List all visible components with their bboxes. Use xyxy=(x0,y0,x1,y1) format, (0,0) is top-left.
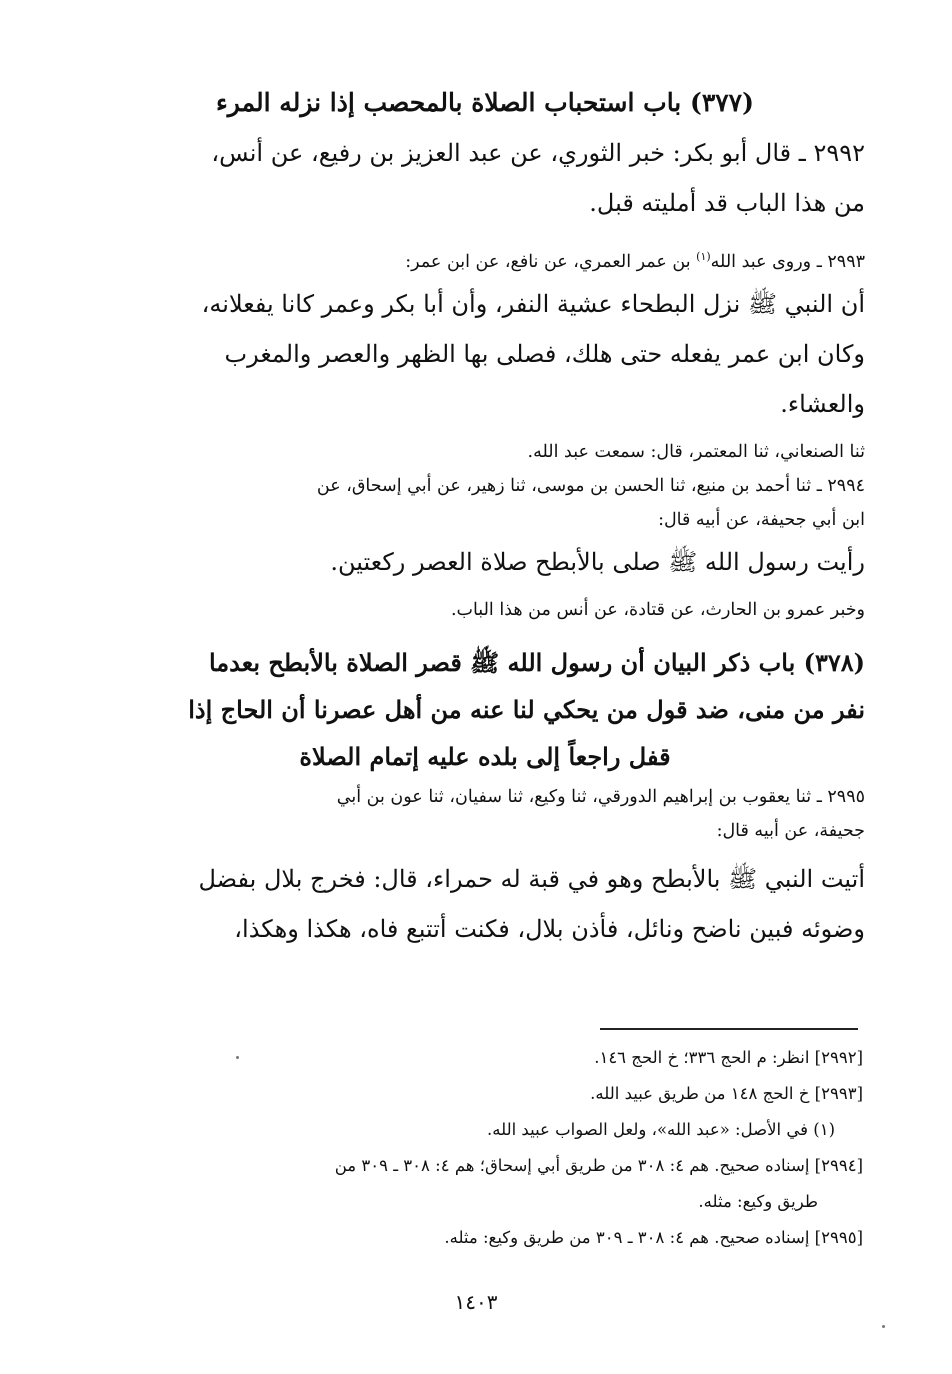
chapter-378-line1: (٣٧٨) باب ذكر البيان أن رسول الله ﷺ قصر الصلاة بالأبطح بعدما xyxy=(208,647,865,677)
chapter-378-line3: قفل راجعاً إلى بلده عليه إتمام الصلاة xyxy=(299,741,671,771)
hadith-2995-matn-line1: أتيت النبي ﷺ بالأبطح وهو في قبة له حمراء، قال: فخرج بلال بفضل xyxy=(198,864,865,893)
hadith-2993-isnad-post: بن عمر العمري، عن نافع، عن ابن عمر: xyxy=(405,251,697,272)
footnote-separator xyxy=(600,1028,858,1030)
hadith-2993-isnad xyxy=(105,240,865,279)
hadith-2993-isnad-pre: ٢٩٩٣ ـ وروى عبد الله xyxy=(710,251,865,272)
chapter-377-heading: (٣٧٧) باب استحباب الصلاة بالمحصب إذا نزله المرء xyxy=(216,88,754,117)
footnote-2994-line2: طريق وكيع: مثله. xyxy=(698,1192,818,1211)
footnote-2994-line1: [٢٩٩٤] إسناده صحيح. هم ٤: ٣٠٨ من طريق أبي إسحاق؛ هم ٤: ٣٠٨ ـ ٣٠٩ من xyxy=(334,1156,863,1175)
page-number: ١٤٠٣ xyxy=(454,1290,498,1314)
hadith-2992-line2: من هذا الباب قد أمليته قبل. xyxy=(589,189,865,217)
hadith-2995-line1: ٢٩٩٥ ـ ثنا يعقوب بن إبراهيم الدورقي، ثنا وكيع، ثنا سفيان، ثنا عون بن أبي xyxy=(336,786,865,807)
footnote-2992: [٢٩٩٢] انظر: م الحج ٣٣٦؛ خ الحج ١٤٦. xyxy=(594,1048,863,1067)
hadith-2994 xyxy=(105,469,865,627)
hadith-2993-chain: ثنا الصنعاني، ثنا المعتمر، قال: سمعت عبد الله. xyxy=(527,441,865,462)
hadith-2995-line2: جحيفة، عن أبيه قال: xyxy=(716,820,865,841)
hadith-2994-line2: ابن أبي جحيفة، عن أبيه قال: xyxy=(658,509,865,530)
page-body xyxy=(105,78,865,954)
hadith-2994-note: وخبر عمرو بن الحارث، عن قتادة، عن أنس من هذا الباب. xyxy=(450,599,865,620)
footnote-2993: [٢٩٩٣] خ الحج ١٤٨ من طريق عبيد الله. xyxy=(590,1084,863,1103)
hadith-2994-line1: ٢٩٩٤ ـ ثنا أحمد بن منيع، ثنا الحسن بن موسى، ثنا زهير، عن أبي إسحاق، عن xyxy=(316,475,865,496)
hadith-2995 xyxy=(105,780,865,954)
hadith-2993 xyxy=(105,240,865,469)
footnote-2993-note-1: (١) في الأصل: «عبد الله»، ولعل الصواب عبيد الله. xyxy=(487,1120,835,1139)
hadith-2993-matn-line3: والعشاء. xyxy=(780,389,865,418)
chapter-378-line2: نفر من منى، ضد قول من يحكي لنا عنه من أهل عصرنا أن الحاج إذا xyxy=(188,694,865,724)
footnote-2995: [٢٩٩٥] إسناده صحيح. هم ٤: ٣٠٨ ـ ٣٠٩ من طريق وكيع: مثله. xyxy=(444,1228,863,1247)
hadith-2994-matn: رأيت رسول الله ﷺ صلى بالأبطح صلاة العصر ركعتين. xyxy=(330,547,865,576)
print-speck xyxy=(236,1056,239,1059)
print-speck xyxy=(882,1325,885,1328)
hadith-2992-line1: ٢٩٩٢ ـ قال أبو بكر: خبر الثوري، عن عبد العزيز بن رفيع، عن أنس، xyxy=(211,139,865,167)
hadith-2995-matn-line2: وضوئه فبين ناضح ونائل، فأذن بلال، فكنت أتتبع فاه، هكذا وهكذا، xyxy=(234,914,865,943)
footnotes xyxy=(105,1040,863,1256)
hadith-2992 xyxy=(105,128,865,228)
footnote-marker-1[interactable]: (١) xyxy=(696,250,711,263)
hadith-2993-matn-line1: أن النبي ﷺ نزل البطحاء عشية النفر، وأن أبا بكر وعمر كانا يفعلانه، xyxy=(201,289,865,318)
chapter-378-heading xyxy=(105,639,865,780)
hadith-2993-matn-line2: وكان ابن عمر يفعله حتى هلك، فصلى بها الظهر والعصر والمغرب xyxy=(224,339,865,368)
